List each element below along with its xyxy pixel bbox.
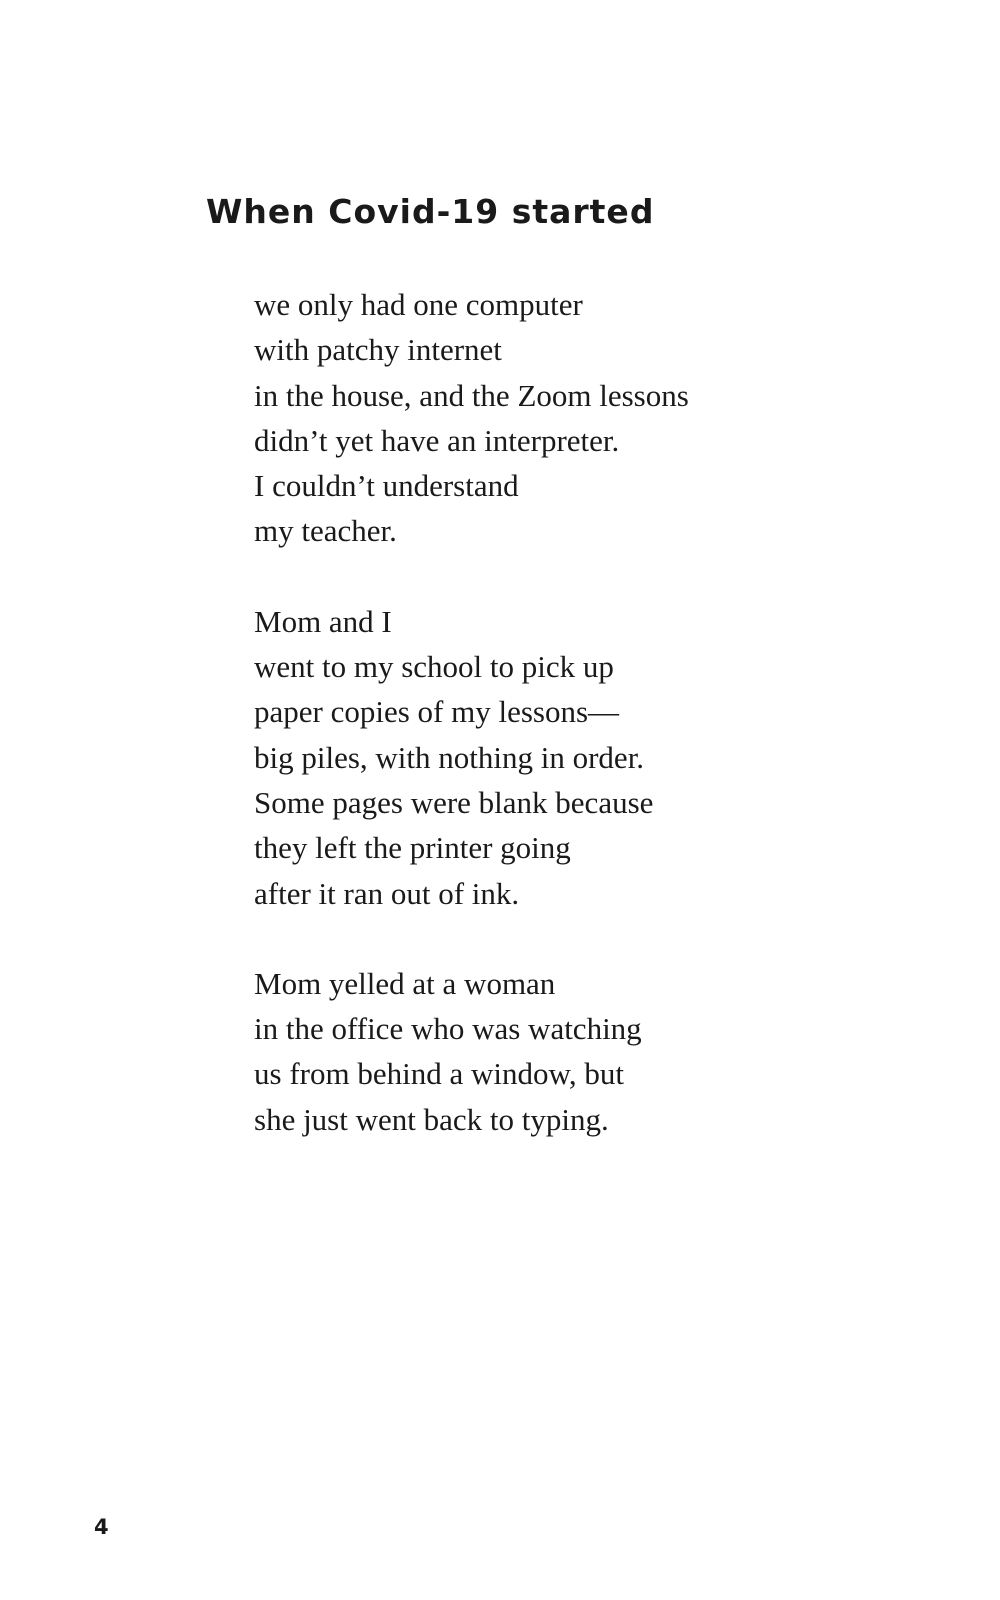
poem-line: in the office who was watching [254, 1011, 642, 1047]
poem-line: with patchy internet [254, 332, 502, 368]
poem-line: Mom yelled at a woman [254, 965, 556, 1001]
poem-line: my teacher. [254, 513, 397, 549]
poem-line: us from behind a window, but [254, 1056, 624, 1092]
poem-line: big piles, with nothing in order. [254, 739, 645, 775]
poem-line: Mom and I [254, 603, 392, 639]
poem-line: after it ran out of ink. [254, 875, 520, 911]
poem-line: she just went back to typing. [254, 1101, 609, 1137]
poem-line: didn’t yet have an interpreter. [254, 422, 620, 458]
poem-line: we only had one computer [254, 287, 583, 322]
stanza-2 [254, 599, 894, 916]
poem-line: in the house, and the Zoom lessons [254, 377, 689, 413]
poem-line: Some pages were blank because [254, 784, 654, 820]
poem-line: went to my school to pick up [254, 649, 614, 685]
poem-body [254, 282, 894, 1187]
stanza-1 [254, 282, 894, 554]
page-number: 4 [94, 1515, 109, 1539]
poem-title: When Covid-19 started [206, 192, 655, 231]
poem-line: paper copies of my lessons— [254, 694, 620, 730]
stanza-3 [254, 961, 894, 1142]
poem-line: they left the printer going [254, 830, 571, 866]
poem-line: I couldn’t understand [254, 468, 519, 504]
